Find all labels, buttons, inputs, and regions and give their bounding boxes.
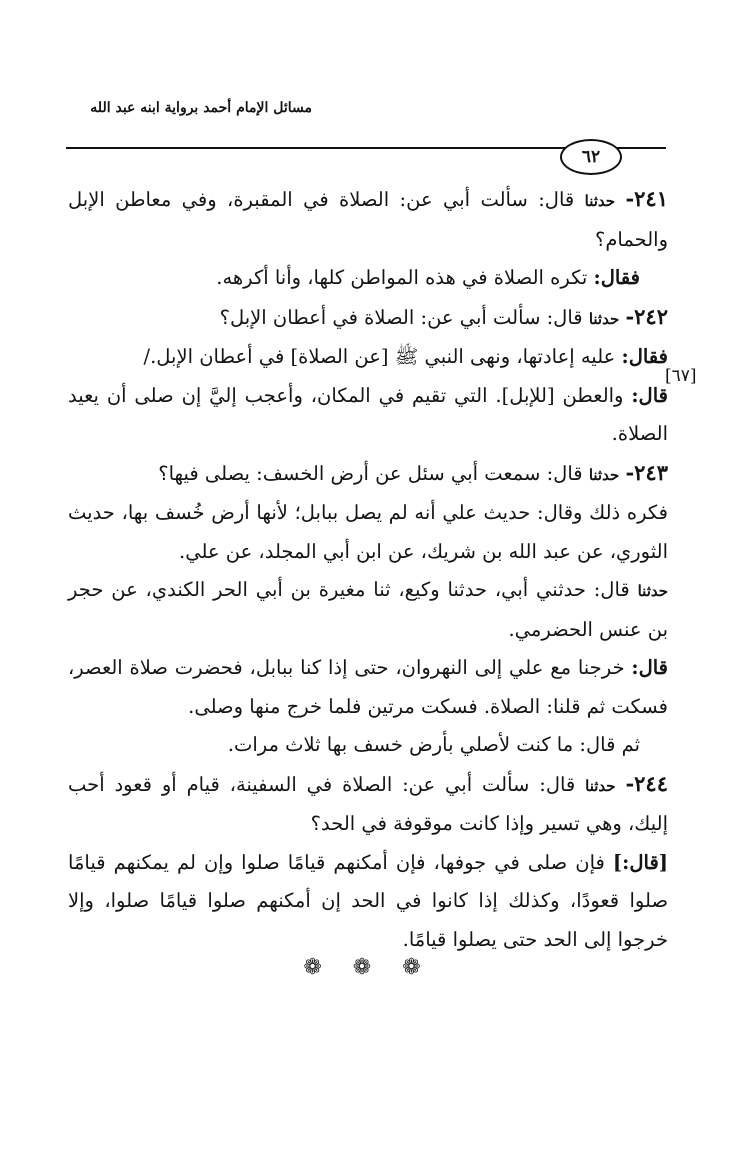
answer-label: فقال: <box>593 266 640 289</box>
isnad-text: قال: حدثني أبي، حدثنا وكيع، ثنا مغيرة بن أبي الحر الكندي، عن حجر بن عنس الحضرمي. <box>68 578 668 641</box>
narration-label: قال: <box>631 656 669 679</box>
entry-243-isnad <box>68 571 668 649</box>
page-number: ٦٢ <box>560 139 622 175</box>
haddathana-label: حدثنا <box>585 776 616 795</box>
margin-page-reference: [٦٧] <box>665 366 697 386</box>
answer-text: فإن صلى في جوفها، فإن أمكنهم قيامًا صلوا وإن لم يمكنهم قيامًا صلوا قعودًا، وكذلك إذا كانوا في الحد إن أمكنهم صلوا قيامًا صلوا، وإلا خرجوا إلى الحد حتى يصلوا قيامًا. <box>68 850 668 951</box>
answer-label: فقال: <box>621 345 668 368</box>
haddathana-label: حدثنا <box>588 465 620 484</box>
section-end-ornament: ❁ ❁ ❁ <box>303 955 433 980</box>
entry-244-question <box>68 765 668 844</box>
entry-separator: - <box>625 459 635 485</box>
entry-separator: - <box>625 303 635 329</box>
entry-242-note <box>68 377 668 454</box>
answer-text: فكره ذلك وقال: حديث علي أنه لم يصل ببابل؛ لأنها أرض خُسف بها، حديث الثوري، عن عبد الله بن شريك، عن ابن أبي المجلد، عن علي. <box>68 501 668 563</box>
entry-243-question <box>68 454 668 495</box>
question-text: قال: سمعت أبي سئل عن أرض الخسف: يصلى فيها؟ <box>158 461 583 485</box>
question-text: قال: سألت أبي عن: الصلاة في المقبرة، وفي معاطن الإبل والحمام؟ <box>68 188 668 251</box>
text-body <box>68 180 668 959</box>
question-text: قال: سألت أبي عن: الصلاة في أعطان الإبل؟ <box>219 305 583 329</box>
entry-242-answer <box>68 338 668 377</box>
entry-241-question <box>68 180 668 259</box>
note-label: قال: <box>631 383 668 407</box>
entry-244-answer <box>68 844 668 960</box>
entry-243-conclusion: ثم قال: ما كنت لأصلي بأرض خسف بها ثلاث مرات. <box>227 733 640 756</box>
answer-text: عليه إعادتها، ونهى النبي ﷺ [عن الصلاة] في أعطان الإبل./ <box>143 345 616 368</box>
note-text: والعطن [للإبل]. التي تقيم في المكان، وأعجب إليَّ إن صلى أن يعيد الصلاة. <box>68 383 668 445</box>
entry-241-answer <box>68 259 668 298</box>
entry-243-answer <box>68 494 668 571</box>
haddathana-label: حدثنا <box>588 309 620 328</box>
answer-label: [قال:] <box>612 850 669 874</box>
entry-number: ٢٤١ <box>634 186 668 211</box>
entry-number: ٢٤٣ <box>634 459 668 485</box>
entry-separator: - <box>625 770 635 796</box>
answer-text: تكره الصلاة في هذه المواطن كلها، وأنا أكرهه. <box>216 266 588 289</box>
entry-243-narration <box>68 649 668 726</box>
running-title: مسائل الإمام أحمد برواية ابنه عبد الله <box>90 100 312 116</box>
narration-text: خرجنا مع علي إلى النهروان، حتى إذا كنا ببابل، فحضرت صلاة العصر، فسكت ثم قلنا: الصلاة. فسكت مرتين فلما خرج منها وصلى. <box>68 656 668 718</box>
entry-242-question <box>68 298 668 339</box>
entry-separator: - <box>625 186 635 211</box>
question-text: قال: سألت أبي عن: الصلاة في السفينة، قيام أو قعود أحب إليك، وهي تسير وإذا كانت موقوفة في الحد؟ <box>68 772 668 835</box>
isnad-label: حدثنا <box>637 582 669 600</box>
entry-number: ٢٤٤ <box>634 770 668 796</box>
haddathana-label: حدثنا <box>584 192 616 210</box>
entry-number: ٢٤٢ <box>634 303 668 329</box>
